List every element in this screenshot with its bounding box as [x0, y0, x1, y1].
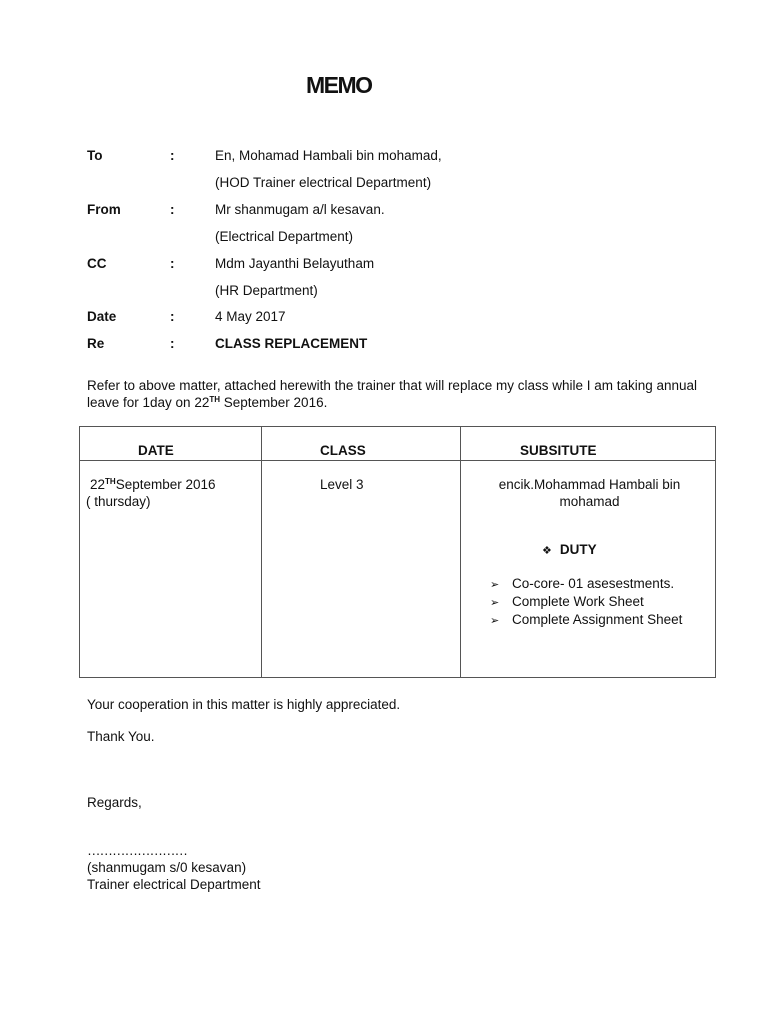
table-cell-substitute	[462, 476, 717, 510]
cc-label: CC	[87, 256, 107, 271]
substitute-name-line-2: mohamad	[559, 494, 620, 509]
intro-line-2-start: leave for 1day on 22	[87, 395, 210, 410]
from-label: From	[87, 202, 121, 217]
duty-item: Complete Work Sheet	[512, 594, 644, 609]
table-cell-date	[90, 476, 216, 493]
signatory-name: (shanmugam s/0 kesavan)	[87, 860, 247, 875]
intro-line-2	[87, 395, 327, 410]
intro-line-1: Refer to above matter, attached herewith the trainer that will replace my class while I am taking annual	[87, 378, 698, 393]
memo-title: MEMO	[306, 72, 372, 98]
intro-line-2-end: September 2016.	[220, 395, 328, 410]
regards-text: Regards,	[87, 795, 142, 810]
list-item	[490, 593, 682, 611]
list-item	[490, 575, 682, 593]
to-department: (HOD Trainer electrical Department)	[215, 175, 432, 190]
from-department: (Electrical Department)	[215, 229, 354, 244]
date-month-year: September 2016	[115, 477, 216, 492]
diamond-bullet-icon: ❖	[542, 545, 552, 557]
date-colon: :	[170, 309, 175, 324]
column-header-date: DATE	[138, 443, 174, 458]
to-colon: :	[170, 148, 175, 163]
substitute-name-line-1: encik.Mohammad Hambali bin	[498, 477, 681, 492]
re-label: Re	[87, 336, 105, 351]
date-label: Date	[87, 309, 117, 324]
re-subject: CLASS REPLACEMENT	[215, 336, 368, 351]
from-name: Mr shanmugam a/l kesavan.	[215, 202, 385, 217]
column-header-class: CLASS	[320, 443, 366, 458]
list-item	[490, 611, 682, 629]
thanks-text: Thank You.	[87, 729, 155, 744]
duty-heading	[542, 542, 597, 557]
date-ordinal-suffix: TH	[105, 477, 116, 486]
date-day: 22	[90, 477, 106, 492]
table-cell-class: Level 3	[320, 477, 364, 492]
arrow-bullet-icon: ➢	[490, 597, 500, 609]
cooperation-text: Your cooperation in this matter is highly appreciated.	[87, 697, 401, 712]
re-colon: :	[170, 336, 175, 351]
table-header-divider	[80, 460, 715, 461]
to-label: To	[87, 148, 103, 163]
to-name: En, Mohamad Hambali bin mohamad,	[215, 148, 442, 163]
signatory-department: Trainer electrical Department	[87, 877, 261, 892]
table-divider	[261, 427, 262, 677]
table-divider	[460, 427, 461, 677]
duty-item: Co-core- 01 asesestments.	[512, 576, 675, 591]
arrow-bullet-icon: ➢	[490, 615, 500, 627]
duty-title: DUTY	[559, 542, 597, 557]
intro-ordinal-suffix: TH	[209, 395, 221, 404]
duty-list	[490, 575, 682, 629]
arrow-bullet-icon: ➢	[490, 579, 500, 591]
duty-item: Complete Assignment Sheet	[512, 612, 683, 627]
cc-name: Mdm Jayanthi Belayutham	[215, 256, 375, 271]
table-cell-weekday: ( thursday)	[86, 494, 151, 509]
signature-line: ……………………	[87, 843, 187, 858]
cc-department: (HR Department)	[215, 283, 318, 298]
cc-colon: :	[170, 256, 175, 271]
from-colon: :	[170, 202, 175, 217]
replacement-table	[79, 426, 716, 678]
column-header-substitute: SUBSITUTE	[520, 443, 597, 458]
date-value: 4 May 2017	[215, 309, 286, 324]
